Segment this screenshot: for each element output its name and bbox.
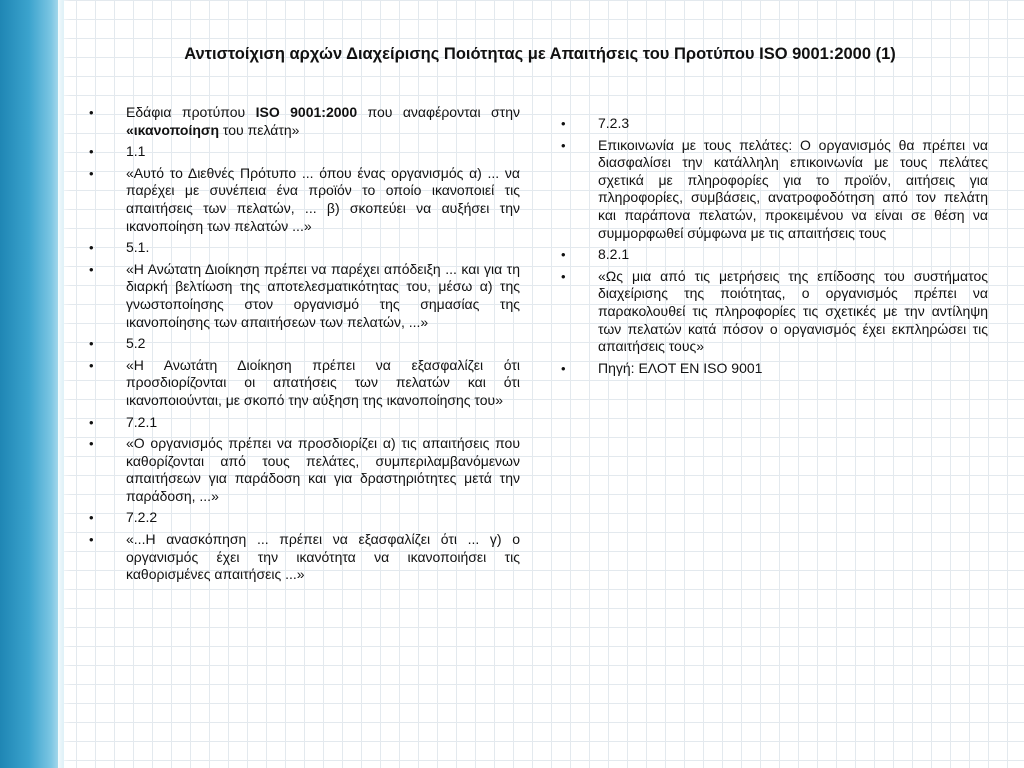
list-item: • Επικοινωνία με τους πελάτες: Ο οργανισμός θα πρέπει να διασφαλίσει την κατάλληλη επικοινωνία με τους πελάτες σχετικά με πληροφορίες για το προϊόν, αιτήσεις για πληροφορίες, συμβάσεις, ανατροφοδότηση από τον πελάτη και παράπονα πελατών, προκειμένου να είναι σε θέση να συμμορφωθεί σύμφωνα με τις απαιτήσεις τους (560, 137, 988, 243)
slide-title: Αντιστοίχιση αρχών Διαχείρισης Ποιότητας με Απαιτήσεις του Προτύπου ISO 9001:2000 (1) (184, 45, 896, 63)
item-text: του πελάτη» (219, 121, 300, 138)
list-item: • «Η Ανωτάτη Διοίκηση πρέπει να εξασφαλίζει ότι προσδιορίζονται οι απατήσεις των πελατών και ότι ικανοποιούνται, με σκοπό την αύξηση της ικανοποίησης του» (88, 357, 520, 410)
left-bullet-list (88, 104, 520, 588)
list-item: • 7.2.1 (88, 414, 520, 432)
list-item: • 5.1. (88, 239, 520, 257)
list-item: • «Ο οργανισμός πρέπει να προσδιορίζει α) τις απαιτήσεις που καθορίζονται από τους πελάτες, συμπεριλαμβανόμενων απαιτήσεων για παράδοση και για δραστηριότητες μετά την παράδοση, ...» (88, 435, 520, 505)
source-list-item: • Πηγή: ΕΛΟΤ ΕΝ ISO 9001 (560, 360, 988, 378)
item-text: Εδάφια προτύπου (126, 104, 256, 120)
list-item: • «Η Ανώτατη Διοίκηση πρέπει να παρέχει απόδειξη ... και για τη διαρκή βελτίωση της αποτελεσματικότητας του, μέσω α) της γνωστοποίησης στον οργανισμό της σημασίας της ικανοποίησης των απαιτήσεων των πελατών, ...» (88, 261, 520, 331)
list-item: • 7.2.2 (88, 509, 520, 527)
list-item: • 5.2 (88, 335, 520, 353)
list-item: • «Ως μια από τις μετρήσεις της επίδοσης του συστήματος διαχείρισης της ποιότητας, ο οργανισμός πρέπει να παρακολουθεί τις πληροφορίες τις σχετικές με την αντίληψη των πελατών κατά πόσον ο οργανισμός έχει εκπληρώσει τις απαιτήσεις τους» (560, 268, 988, 356)
list-item: • 1.1 (88, 143, 520, 161)
list-item: • «...Η ανασκόπηση ... πρέπει να εξασφαλίζει ότι ... γ) ο οργανισμός έχει την ικανότητα να ικανοποιήσει τις καθορισμένες απαιτήσεις ...» (88, 531, 520, 584)
item-bold-text: «ικανοποίηση (126, 121, 220, 138)
item-text: που αναφέρονται στην (357, 104, 520, 120)
list-item (88, 104, 520, 139)
list-item: • 8.2.1 (560, 246, 988, 264)
list-item: • 7.2.3 (560, 115, 988, 133)
right-bullet-list (560, 115, 988, 381)
list-item: • «Αυτό το Διεθνές Πρότυπο ... όπου ένας οργανισμός α) ... να παρέχει με συνέπεια ένα προϊόν το οποίο ικανοποιεί τις απαιτήσεις των πελατών, ... β) σκοπεύει να αυξήσει την ικανοποίηση των πελατών ...» (88, 165, 520, 235)
item-bold-text: ISO 9001:2000 (255, 104, 358, 120)
decorative-side-band (0, 0, 64, 768)
